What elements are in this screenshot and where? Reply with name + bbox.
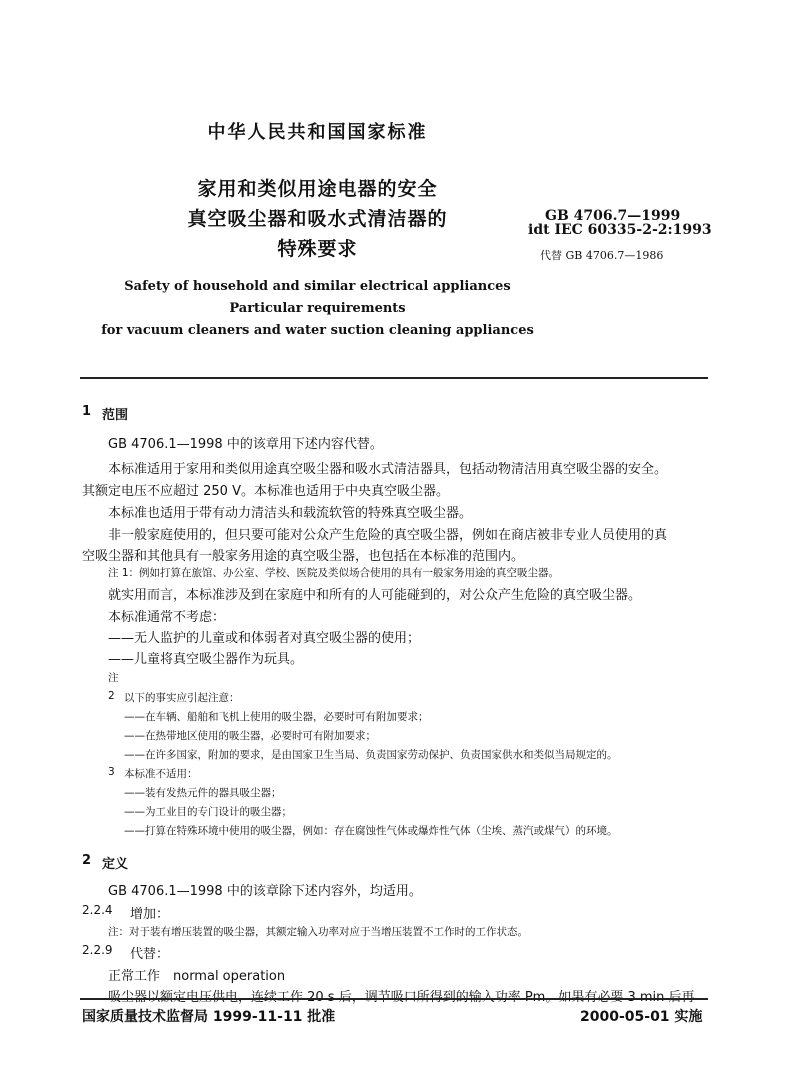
section-1-paragraph-4b: 空吸尘器和其他具有一般家务用途的真空吸尘器，也包括在本标准的范围内。 — [82, 549, 525, 564]
clause-2-2-4-text: 增加： — [130, 907, 170, 922]
section-1-paragraph-1: GB 4706.1—1998 中的该章用下述内容代替。 — [108, 437, 383, 452]
section-1-paragraph-3: 本标准也适用于带有动力清洁头和载流软管的特殊真空吸尘器。 — [108, 506, 473, 521]
section-2-last-line — [108, 986, 695, 1005]
clause-2-2-9-text: 代替： — [130, 947, 170, 962]
section-1-dash-item-2: ——儿童将真空吸尘器作为玩具。 — [108, 652, 304, 667]
approval-date: 国家质量技术监督局 1999-11-11 批准 — [82, 1009, 336, 1025]
implementation-date: 2000-05-01 实施 — [580, 1009, 703, 1025]
note-label: 注 — [108, 672, 119, 684]
section-1-paragraph-4a: 非一般家庭使用的，但只要可能对公众产生危险的真空吸尘器，例如在商店被非专业人员使用的真 — [108, 528, 668, 543]
standard-code: GB 4706.7—1999 — [545, 208, 681, 224]
term-definition: 正常工作 normal operation — [108, 969, 286, 984]
section-2-number: 2 — [82, 853, 92, 868]
note-2-text: 以下的事实应引起注意： — [124, 692, 240, 704]
note-2-number: 2 — [108, 690, 115, 702]
chinese-title-line-2: 真空吸尘器和吸水式清洁器的 — [187, 208, 448, 230]
note-3-item-1: ——装有发热元件的器具吸尘器； — [124, 787, 282, 799]
note-3-text: 本标准不适用： — [124, 768, 198, 780]
note-3-number: 3 — [108, 766, 115, 778]
section-2-heading: 定义 — [102, 857, 129, 872]
section-1-paragraph-2a: 本标准适用于家用和类似用途真空吸尘器和吸水式清洁器具，包括动物清洁用真空吸尘器的安全。 — [108, 462, 668, 477]
idt-reference: idt IEC 60335-2-2:1993 — [528, 222, 712, 238]
replaces-reference: 代替 GB 4706.7—1986 — [540, 249, 664, 262]
section-1-dash-item-1: ——无人监护的儿童或和体弱者对真空吸尘器的使用； — [108, 631, 421, 646]
note-2-item-2: ——在热带地区使用的吸尘器，必要时可有附加要求； — [124, 730, 376, 742]
chinese-title-line-3: 特殊要求 — [277, 238, 358, 260]
note-3-item-2: ——为工业目的专门设计的吸尘器； — [124, 806, 292, 818]
section-1-paragraph-2b: 其额定电压不应超过 250 V。本标准也适用于中央真空吸尘器。 — [82, 484, 449, 499]
footer-divider — [80, 998, 708, 1000]
section-1-paragraph-6: 本标准通常不考虑： — [108, 610, 226, 625]
english-title-line-3: for vacuum cleaners and water suction cleaning appliances — [101, 323, 534, 338]
note-3-item-3: ——打算在特殊环境中使用的吸尘器，例如：存在腐蚀性气体或爆炸性气体（尘埃、蒸汽或煤气）的环境。 — [124, 825, 618, 837]
header-divider — [80, 377, 708, 379]
english-title-line-1: Safety of household and similar electrical appliances — [124, 279, 511, 294]
national-standard-title: 中华人民共和国国家标准 — [207, 122, 428, 143]
note-2-item-1: ——在车辆、船舶和飞机上使用的吸尘器，必要时可有附加要求； — [124, 711, 429, 723]
english-title-line-2: Particular requirements — [229, 301, 406, 316]
section-1-number: 1 — [82, 404, 92, 419]
section-1-heading: 范围 — [102, 408, 129, 423]
chinese-title-line-1: 家用和类似用途电器的安全 — [197, 178, 438, 200]
clause-2-2-4-number: 2.2.4 — [82, 903, 113, 917]
section-2-paragraph-1: GB 4706.1—1998 中的该章除下述内容外，均适用。 — [108, 884, 422, 899]
section-1-note-1: 注 1：例如打算在旅馆、办公室、学校、医院及类似场合使用的具有一般家务用途的真空吸尘器。 — [108, 567, 560, 579]
section-1-paragraph-5: 就实用而言，本标准涉及到在家庭中和所有的人可能碰到的，对公众产生危险的真空吸尘器。 — [108, 588, 642, 603]
clause-2-2-9-number: 2.2.9 — [82, 943, 113, 957]
note-2-item-3: ——在许多国家，附加的要求，是由国家卫生当局、负责国家劳动保护、负责国家供水和类似当局规定的。 — [124, 749, 618, 761]
clause-2-2-4-note: 注：对于装有增压装置的吸尘器，其额定输入功率对应于当增压装置不工作时的工作状态。 — [108, 926, 528, 938]
